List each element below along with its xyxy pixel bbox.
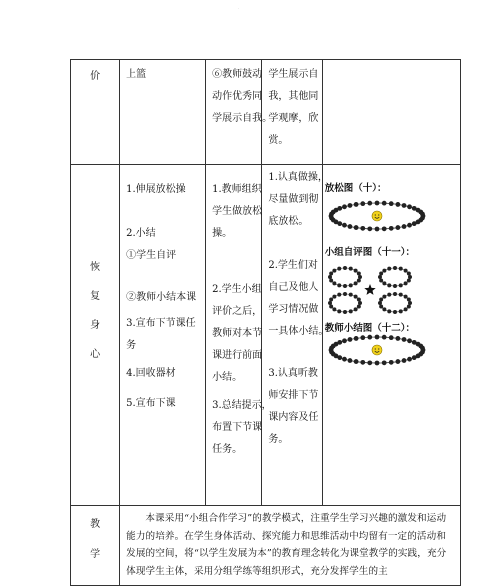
student-line: 一具体小结。 xyxy=(268,326,329,337)
student-dot xyxy=(332,269,336,273)
table-row-recovery xyxy=(71,165,461,506)
student-line: 自己及他人 xyxy=(268,282,319,293)
student-dot xyxy=(360,226,365,231)
student-dot xyxy=(412,221,417,226)
student-dot xyxy=(389,335,394,340)
stage-label: 价 xyxy=(90,71,101,82)
student-dot xyxy=(358,275,362,279)
stage-char: 身 xyxy=(90,320,101,331)
content-item: ②教师小结本课 xyxy=(126,292,197,303)
student-dot xyxy=(382,269,386,273)
student-dot xyxy=(357,304,361,308)
student-line: 3.认真听教 xyxy=(268,368,318,379)
student-dot xyxy=(412,355,417,360)
student-dot xyxy=(382,360,387,365)
diagram-title-group-eval: 小组自评图（十一）： xyxy=(324,247,416,258)
content-item: 2.小结 xyxy=(126,228,156,239)
student-dot xyxy=(399,283,403,287)
student-dot xyxy=(349,309,353,313)
student-dot xyxy=(395,336,400,341)
student-dot xyxy=(407,298,411,302)
diagram-title-relax: 放松图（十）： xyxy=(324,183,387,194)
teacher-line: 任务。 xyxy=(212,444,243,455)
teacher-line: 评价之后， xyxy=(212,306,263,317)
student-dot xyxy=(378,301,382,305)
student-line: 课内容及任 xyxy=(268,412,319,423)
content-item: 1.伸展放松操 xyxy=(126,184,186,195)
smiley-eye xyxy=(374,348,375,349)
group-eval-formation-diagram xyxy=(325,261,455,317)
student-dot xyxy=(403,295,407,299)
student-dot xyxy=(399,293,403,297)
student-dot xyxy=(343,284,347,288)
student-dot xyxy=(343,310,347,314)
student-dot xyxy=(374,361,379,366)
notes-label-char: 教 xyxy=(90,519,101,530)
student-dot xyxy=(395,359,400,364)
student-dot xyxy=(407,272,411,276)
content-item: 4.回收器材 xyxy=(126,368,176,379)
notes-text: 本课采用“小组合作学习”的教学模式，注重学生学习兴趣的激发和运动能力的培养。在学生身体活动、探究能力和思维活动中均留有一定的活动和发展的空间，将“以学生发展为本”的教育理念转化为课堂教学的实践，充分体现学生主体，采用分组学练等组织形式，充分发挥学生的主 xyxy=(126,513,447,577)
student-dot xyxy=(337,283,341,287)
student-dot xyxy=(393,310,397,314)
organization-cell xyxy=(322,60,460,165)
student-dot xyxy=(328,301,332,305)
student-dot xyxy=(332,281,336,285)
content-item: ①学生自评 xyxy=(126,250,177,261)
student-dot xyxy=(337,309,341,313)
student-dot xyxy=(353,281,357,285)
content-cell xyxy=(120,165,206,506)
student-dot xyxy=(347,224,352,229)
teacher-line: 小结。 xyxy=(212,372,243,383)
teacher-activity-cell xyxy=(206,165,272,506)
student-dot xyxy=(393,284,397,288)
student-dot xyxy=(360,360,365,365)
student-line: 务。 xyxy=(268,434,289,445)
student-dot xyxy=(401,203,406,208)
student-dot xyxy=(353,202,358,207)
student-activity-cell xyxy=(262,165,329,506)
teacher-smiley-icon xyxy=(372,345,382,355)
student-dot xyxy=(329,272,333,276)
table-row-evaluation xyxy=(71,60,461,165)
student-dot xyxy=(407,223,412,228)
content-item: 5.宣布下课 xyxy=(126,398,176,409)
student-dot xyxy=(407,278,411,282)
teacher-line: 操。 xyxy=(212,228,233,239)
student-line: 赏。 xyxy=(268,135,289,146)
stage-char: 复 xyxy=(90,291,101,302)
smiley-eye xyxy=(374,214,375,215)
student-dot xyxy=(387,267,391,271)
student-dot xyxy=(382,201,387,206)
student-dot xyxy=(393,266,397,270)
student-dot xyxy=(367,201,372,206)
student-line: 师安排下节 xyxy=(268,390,319,401)
diagram-title-teacher-summary: 教师小结图（十二）： xyxy=(324,323,416,334)
student-line: 学生展示自 xyxy=(268,69,319,80)
organization-cell xyxy=(322,165,460,506)
student-dot xyxy=(357,278,361,282)
student-dot xyxy=(353,307,357,311)
student-dot xyxy=(374,201,379,206)
smiley-eye xyxy=(378,348,379,349)
student-dot xyxy=(399,267,403,271)
student-dot xyxy=(329,304,333,308)
teacher-line: 动作优秀同 xyxy=(212,91,263,102)
teacher-line: ⑥教师鼓动 xyxy=(212,69,263,80)
student-dot xyxy=(337,340,342,345)
student-dot xyxy=(420,212,425,217)
student-dot xyxy=(347,337,352,342)
student-line: 学习情况做 xyxy=(268,304,319,315)
student-dot xyxy=(332,307,336,311)
student-dot xyxy=(379,272,383,276)
teacher-line: 教师对本节 xyxy=(212,328,263,339)
teacher-line: 学生做放松 xyxy=(212,206,263,217)
teacher-line: 3.总结提示， xyxy=(212,400,272,411)
student-dot xyxy=(403,281,407,285)
student-dot xyxy=(329,278,333,282)
student-dot xyxy=(403,269,407,273)
notes-text-cell xyxy=(120,506,461,586)
student-dot xyxy=(332,295,336,299)
student-dot xyxy=(401,337,406,342)
student-line: 2.学生们对 xyxy=(268,260,318,271)
student-dot xyxy=(382,281,386,285)
student-dot xyxy=(343,292,347,296)
teacher-line: 学展示自我。 xyxy=(212,113,273,124)
teacher-smiley-icon xyxy=(372,211,382,221)
student-dot xyxy=(328,275,332,279)
student-dot xyxy=(374,227,379,232)
student-activity-cell xyxy=(262,60,322,165)
teacher-line: 2.学生小组 xyxy=(212,284,262,295)
student-dot xyxy=(367,335,372,340)
content-item: 务 xyxy=(126,340,137,351)
student-dot xyxy=(367,360,372,365)
student-dot xyxy=(349,293,353,297)
student-dot xyxy=(347,203,352,208)
relax-formation-diagram xyxy=(325,197,455,235)
student-dot xyxy=(358,301,362,305)
stage-char: 恢 xyxy=(90,262,101,273)
student-dot xyxy=(360,335,365,340)
student-dot xyxy=(357,272,361,276)
table-row-notes xyxy=(71,506,461,586)
stage-cell xyxy=(71,165,120,506)
student-dot xyxy=(367,226,372,231)
student-dot xyxy=(349,283,353,287)
teacher-summary-formation-diagram xyxy=(325,333,455,367)
content-text: 上篮 xyxy=(126,69,147,80)
student-dot xyxy=(387,293,391,297)
student-dot xyxy=(382,307,386,311)
lesson-plan-table xyxy=(70,59,461,586)
student-dot xyxy=(378,275,382,279)
student-dot xyxy=(420,346,425,351)
student-dot xyxy=(389,201,394,206)
teacher-line: 布置下节课 xyxy=(212,422,263,433)
student-dot xyxy=(337,267,341,271)
student-dot xyxy=(342,223,347,228)
student-dot xyxy=(342,204,347,209)
student-dot xyxy=(382,335,387,340)
student-dot xyxy=(407,357,412,362)
teacher-star-icon xyxy=(364,284,375,295)
student-dot xyxy=(347,358,352,363)
student-dot xyxy=(401,358,406,363)
content-item: 3.宣布下节课任 xyxy=(126,318,196,329)
student-dot xyxy=(389,226,394,231)
student-dot xyxy=(395,225,400,230)
student-dot xyxy=(379,298,383,302)
student-dot xyxy=(343,266,347,270)
student-dot xyxy=(353,225,358,230)
notes-label-char: 学 xyxy=(90,549,101,560)
student-line: 我，其他同 xyxy=(268,91,319,102)
notes-label-cell xyxy=(71,506,120,586)
student-dot xyxy=(379,304,383,308)
student-dot xyxy=(337,293,341,297)
student-dot xyxy=(395,202,400,207)
teacher-activity-cell xyxy=(206,60,273,165)
student-dot xyxy=(342,357,347,362)
student-dot xyxy=(407,304,411,308)
student-dot xyxy=(387,309,391,313)
smiley-eye xyxy=(378,214,379,215)
stage-cell xyxy=(71,60,120,165)
student-dot xyxy=(353,336,358,341)
student-dot xyxy=(353,269,357,273)
teacher-line: 课进行前面 xyxy=(212,350,263,361)
student-line: 学观摩，欣 xyxy=(268,113,319,124)
student-dot xyxy=(403,307,407,311)
content-cell xyxy=(120,60,206,165)
student-dot xyxy=(337,206,342,211)
student-line: 尽量做到彻 xyxy=(268,194,319,205)
student-line: 底放松。 xyxy=(268,216,309,227)
student-dot xyxy=(387,283,391,287)
student-line: 1.认真做操， xyxy=(268,172,328,183)
student-dot xyxy=(349,267,353,271)
student-dot xyxy=(408,275,412,279)
teacher-line: 1.教师组织 xyxy=(212,184,262,195)
student-dot xyxy=(353,359,358,364)
page-header-mark: · xyxy=(238,6,240,11)
student-dot xyxy=(357,298,361,302)
student-dot xyxy=(360,201,365,206)
student-dot xyxy=(382,226,387,231)
student-dot xyxy=(342,338,347,343)
student-dot xyxy=(407,204,412,209)
student-dot xyxy=(399,309,403,313)
student-dot xyxy=(379,278,383,282)
student-dot xyxy=(353,295,357,299)
student-dot xyxy=(382,295,386,299)
student-dot xyxy=(408,301,412,305)
student-dot xyxy=(389,360,394,365)
student-dot xyxy=(374,335,379,340)
stage-char: 心 xyxy=(90,349,101,360)
student-dot xyxy=(401,224,406,229)
student-dot xyxy=(407,338,412,343)
student-dot xyxy=(393,292,397,296)
student-dot xyxy=(329,298,333,302)
